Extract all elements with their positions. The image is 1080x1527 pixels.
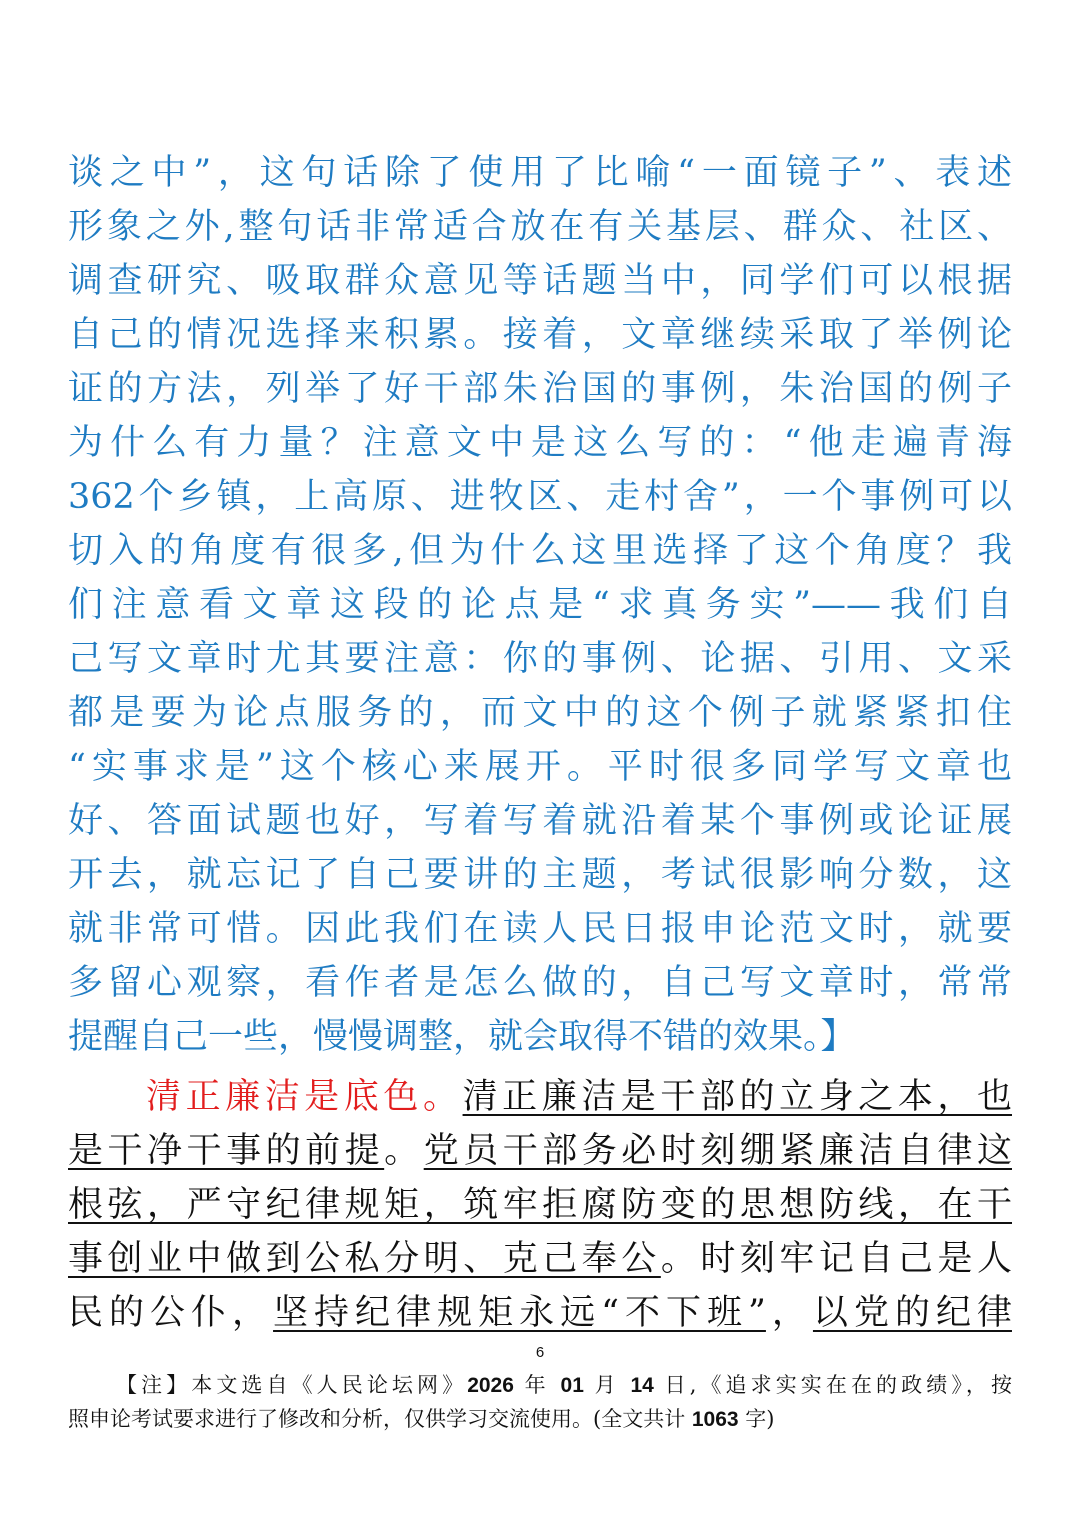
commentary-line-14: 开去，就忘记了自己要讲的主题，考试很影响分数，这 — [68, 855, 1012, 895]
footnote-text: 字) — [738, 1407, 775, 1431]
footnote-month: 01 — [560, 1374, 584, 1397]
essay-underlined-text: 是干净干事的前提 — [68, 1131, 385, 1171]
commentary-line-11: 都是要为论点服务的，而文中的这个例子就紧紧扣住 — [68, 693, 1012, 733]
essay-line-3: 根弦，严守纪律规矩，筑牢拒腐防变的思想防线，在干 — [68, 1185, 1012, 1225]
commentary-line-9: 们注意看文章这段的论点是“求真务实”——我们自 — [68, 585, 1012, 625]
commentary-line-8: 切入的角度有很多,但为什么这里选择了这个角度？我 — [68, 531, 1012, 571]
essay-text: ， — [765, 1293, 813, 1333]
commentary-line-12: “实事求是”这个核心来展开。平时很多同学写文章也 — [68, 747, 1012, 787]
footnote-day: 14 — [630, 1374, 654, 1397]
essay-text: 。 — [384, 1131, 424, 1171]
footnote-year: 2026 — [467, 1374, 514, 1397]
essay-line-1 — [146, 1070, 1012, 1124]
commentary-line-7: 362个乡镇，上高原、进牧区、走村舍”，一个事例可以 — [68, 477, 1012, 517]
commentary-line-16: 多留心观察，看作者是怎么做的，自己写文章时，常常 — [68, 963, 1012, 1003]
commentary-line-15: 就非常可惜。因此我们在读人民日报申论范文时，就要 — [68, 909, 1012, 949]
essay-underlined-text: 党员干部务必时刻绷紧廉洁自律这 — [423, 1131, 1012, 1171]
essay-line-2 — [68, 1124, 1012, 1178]
footnote-text: 照申论考试要求进行了修改和分析，仅供学习交流使用。(全文共计 — [68, 1407, 692, 1431]
page-number: 6 — [535, 1344, 545, 1361]
essay-text: 。时刻牢记自己是人 — [660, 1239, 1012, 1279]
commentary-line-1: 谈之中”，这句话除了使用了比喻“一面镜子”、表述 — [68, 153, 1012, 193]
essay-underlined-text: 清正廉洁是干部的立身之本，也 — [462, 1077, 1012, 1117]
commentary-line-3: 调查研究、吸取群众意见等话题当中，同学们可以根据 — [68, 261, 1012, 301]
commentary-line-10: 己写文章时尤其要注意：你的事例、论据、引用、文采 — [68, 639, 1012, 679]
essay-line-5 — [68, 1286, 1012, 1340]
footnote-text: 月 — [583, 1373, 631, 1397]
section-heading: 清正廉洁是底色。 — [146, 1077, 463, 1117]
commentary-line-17: 提醒自己一些，慢慢调整，就会取得不错的效果。】 — [68, 1017, 856, 1057]
footnote-text: 日,《追求实实在在的政绩》，按 — [653, 1373, 1012, 1397]
footnote-line-2 — [68, 1402, 1012, 1437]
essay-underlined-text: 以党的纪律 — [812, 1293, 1012, 1333]
commentary-line-5: 证的方法，列举了好干部朱治国的事例，朱治国的例子 — [68, 369, 1012, 409]
commentary-line-4: 自己的情况选择来积累。接着，文章继续采取了举例论 — [68, 315, 1012, 355]
footnote-line-1 — [116, 1368, 1012, 1403]
footnote-word-count: 1063 — [691, 1408, 739, 1431]
essay-underlined-text: 坚持纪律规矩永远“不下班” — [273, 1293, 766, 1333]
commentary-line-2: 形象之外,整句话非常适合放在有关基层、群众、社区、 — [68, 207, 1012, 247]
commentary-line-13: 好、答面试题也好，写着写着就沿着某个事例或论证展 — [68, 801, 1012, 841]
essay-line-4 — [68, 1232, 1012, 1286]
commentary-line-6: 为什么有力量？注意文中是这么写的：“他走遍青海 — [68, 423, 1012, 463]
footnote-text: 【注】本文选自《人民论坛网》 — [116, 1373, 468, 1397]
essay-text: 民的公仆， — [68, 1293, 274, 1333]
footnote-text: 年 — [513, 1373, 561, 1397]
essay-underlined-text: 事创业中做到公私分明、克己奉公 — [68, 1239, 661, 1279]
